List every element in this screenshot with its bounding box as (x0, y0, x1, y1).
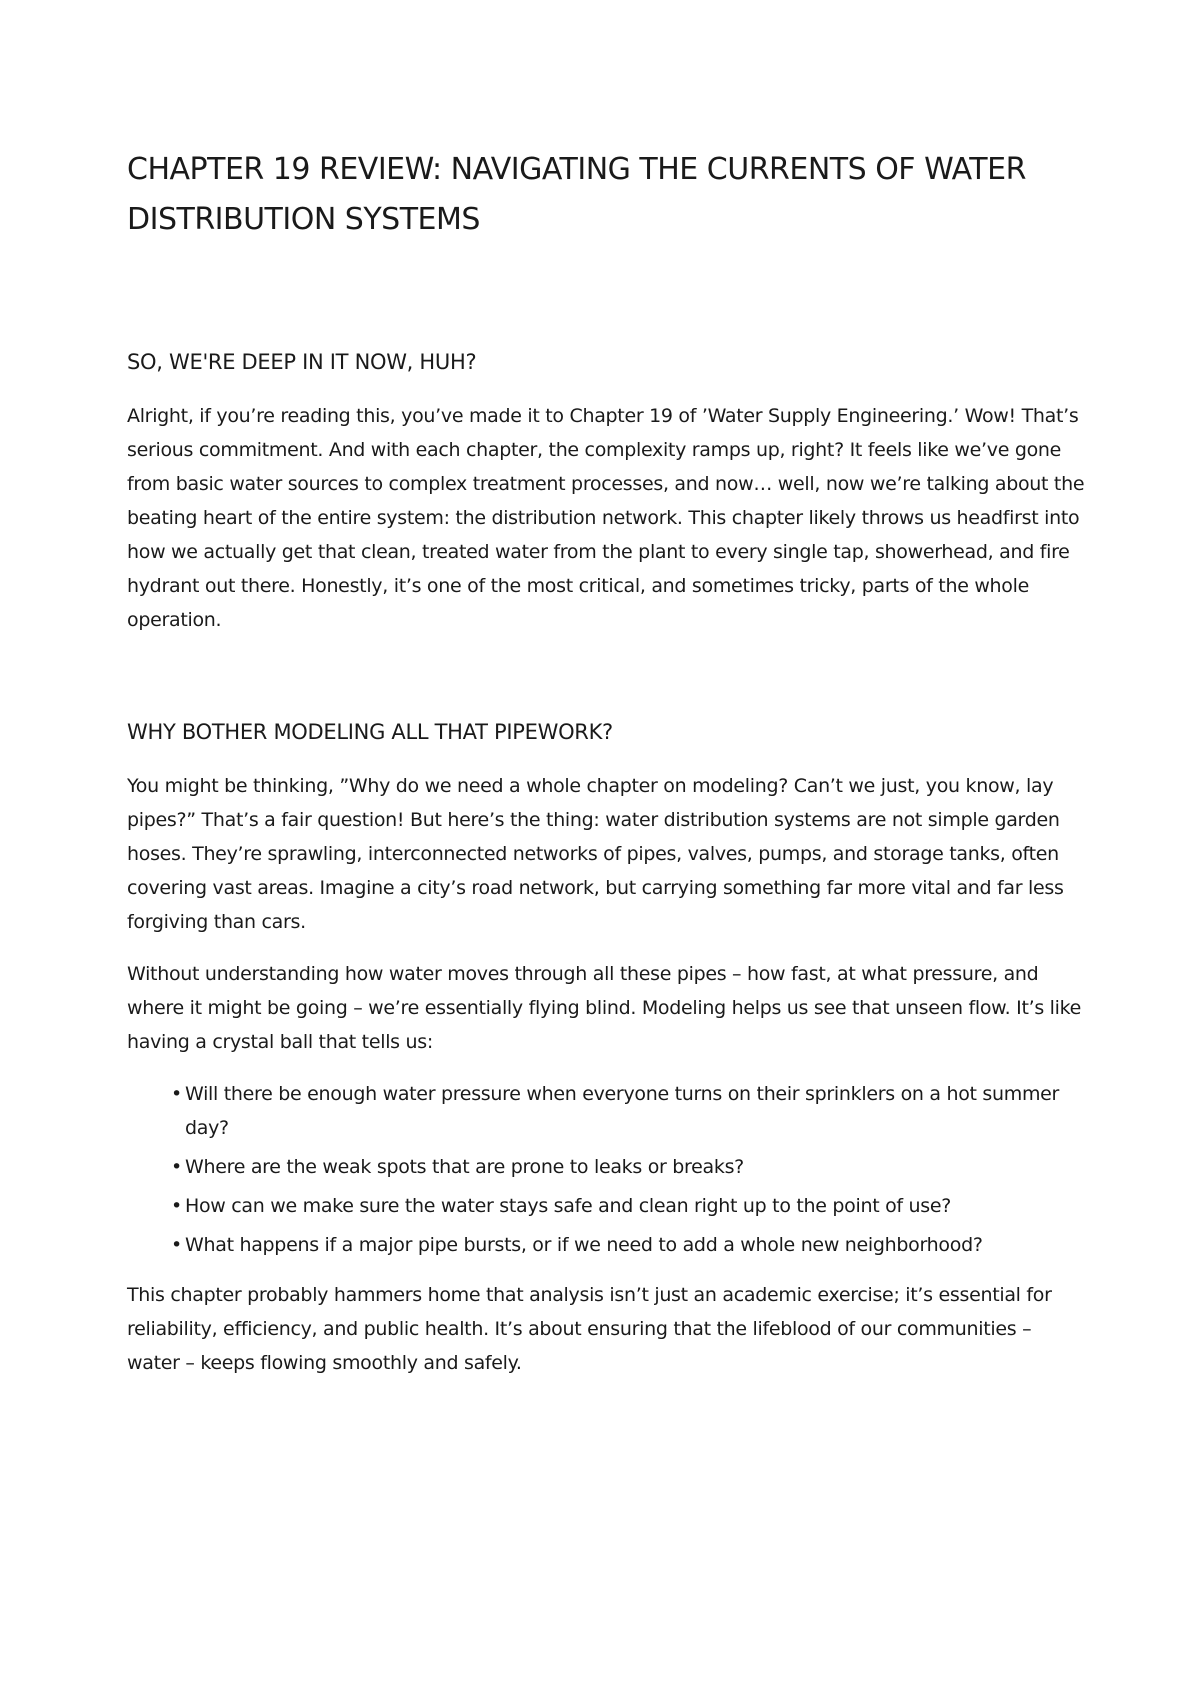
list-item (171, 1077, 1087, 1145)
list-item-text: How can we make sure the water stays safe and clean right up to the point of use? (185, 1195, 952, 1217)
bullet-icon: • (171, 1234, 182, 1256)
section-paragraph: You might be thinking, ”Why do we need a whole chapter on modeling? Can’t we just, you know, lay pipes?” That’s a fair question! But here’s the thing: water distribution systems are not simple garden hoses. They’re sprawling, interconnected networks of pipes, valves, pumps, and storage tanks, often covering vast areas. Imagine a city’s road network, but carrying something far more vital and far less forgiving than cars. (127, 775, 1064, 933)
bullet-list (127, 1077, 1087, 1262)
chapter-title: CHAPTER 19 REVIEW: NAVIGATING THE CURRENTS OF WATER DISTRIBUTION SYSTEMS (127, 152, 1026, 237)
closing-paragraph: This chapter probably hammers home that analysis isn’t just an academic exercise; it’s essential for reliability, efficiency, and public health. It’s about ensuring that the lifeblood of our communities – water – keeps flowing smoothly and safely. (127, 1284, 1052, 1374)
section-heading: WHY BOTHER MODELING ALL THAT PIPEWORK? (127, 720, 613, 744)
section-intro (127, 347, 1087, 637)
section-paragraph: Alright, if you’re reading this, you’ve made it to Chapter 19 of ’Water Supply Engineering.’ Wow! That’s serious commitment. And with each chapter, the complexity ramps up, right? It feels like we’ve gone from basic water sources to complex treatment processes, and now… well, now we’re talking about the beating heart of the entire system: the distribution network. This chapter likely throws us headfirst into how we actually get that clean, treated water from the plant to every single tap, showerhead, and fire hydrant out there. Honestly, it’s one of the most critical, and sometimes tricky, parts of the whole operation. (127, 405, 1085, 631)
document-page (127, 145, 1087, 1398)
bullet-icon: • (171, 1083, 182, 1105)
bullet-icon: • (171, 1156, 182, 1178)
list-item-text: Where are the weak spots that are prone to leaks or breaks? (185, 1156, 744, 1178)
section-heading: SO, WE'RE DEEP IN IT NOW, HUH? (127, 350, 477, 374)
list-item-text: Will there be enough water pressure when everyone turns on their sprinklers on a hot summer day? (185, 1083, 1060, 1139)
list-item (171, 1228, 1087, 1262)
list-item (171, 1189, 1087, 1223)
list-item-text: What happens if a major pipe bursts, or if we need to add a whole new neighborhood? (185, 1234, 983, 1256)
list-item (171, 1150, 1087, 1184)
section-paragraph: Without understanding how water moves through all these pipes – how fast, at what pressure, and where it might be going – we’re essentially flying blind. Modeling helps us see that unseen flow. It’s like having a crystal ball that tells us: (127, 963, 1082, 1053)
bullet-icon: • (171, 1195, 182, 1217)
section-modeling (127, 717, 1087, 1380)
